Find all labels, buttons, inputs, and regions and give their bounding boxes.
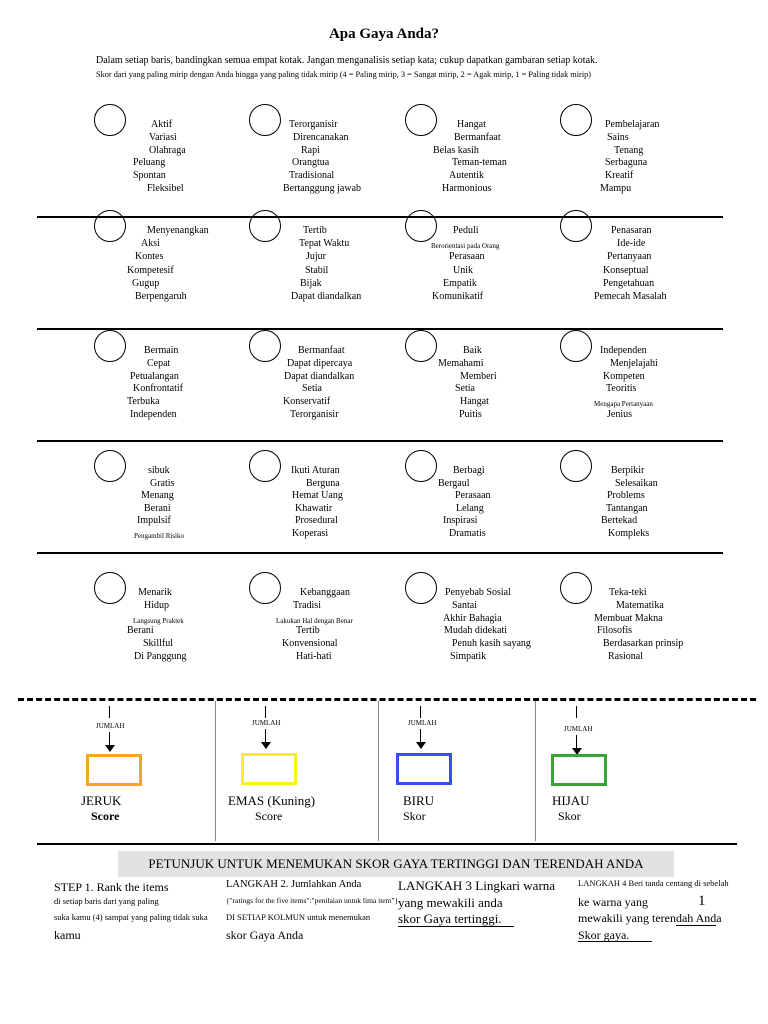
style-word: Bergaul <box>438 477 470 489</box>
style-word: Berbagi <box>453 465 485 476</box>
color-name: BIRU <box>403 793 435 808</box>
tick-mark <box>265 706 266 718</box>
style-word: Terbuka <box>127 396 160 408</box>
instruction-compare: Dalam setiap baris, bandingkan semua empat kotak. Jangan menganalisis setiap kata; cukup dapatkan gambaran setiap kotak. <box>96 55 598 66</box>
rank-circle[interactable] <box>405 572 437 604</box>
rank-circle[interactable] <box>94 450 126 482</box>
style-word: Penyebab Sosial <box>445 587 511 598</box>
column-divider <box>535 701 536 841</box>
style-word: Terorganisir <box>289 119 338 130</box>
score-box-orange[interactable] <box>86 754 142 786</box>
arrow-down-icon <box>576 735 577 749</box>
style-word: Konseptual <box>603 264 649 276</box>
style-word: Skillful <box>143 638 174 650</box>
style-word: Menjelajahi <box>610 357 658 369</box>
arrow-down-icon <box>105 745 115 752</box>
style-word: Kompeten <box>603 370 645 382</box>
score-label: Skor <box>558 809 581 823</box>
style-word: sibuk <box>148 465 170 476</box>
style-word: Hidup <box>144 599 169 611</box>
style-word: Tradisional <box>289 170 335 182</box>
style-word: Dapat diandalkan <box>291 291 362 302</box>
style-word: Peduli <box>453 225 479 236</box>
color-name: EMAS (Kuning) <box>228 793 316 808</box>
dashed-separator <box>18 698 756 701</box>
style-word: Membuat Makna <box>594 612 663 624</box>
arrow-down-icon <box>420 729 421 743</box>
style-word: Akhir Bahagia <box>443 612 502 624</box>
style-word: Orangtua <box>292 157 330 169</box>
style-word: Tradisi <box>293 599 321 611</box>
rank-circle[interactable] <box>560 210 592 242</box>
style-word: Konservatif <box>283 396 331 408</box>
style-word: Teoritis <box>606 383 637 395</box>
step1-text: di setiap baris dari yang paling <box>54 896 159 906</box>
rank-circle[interactable] <box>560 450 592 482</box>
style-word: Gugup <box>132 277 160 289</box>
section-divider <box>37 843 737 845</box>
style-word: Berpikir <box>611 465 645 476</box>
style-word: Aktif <box>151 119 173 130</box>
style-word: Ide-ide <box>617 238 646 250</box>
style-word: Tantangan <box>606 502 648 514</box>
style-word: Puitis <box>459 409 482 420</box>
step4-title: LANGKAH 4 Beri tanda centang di sebelah <box>578 878 729 888</box>
style-word: Konfrontatif <box>133 383 183 395</box>
style-word: Kreatif <box>605 170 634 182</box>
style-word: Impulsif <box>137 515 171 527</box>
step4-text: mewakili yang terendah Anda <box>578 911 722 925</box>
style-word: Empatik <box>443 277 477 289</box>
style-word: Independen <box>600 345 647 356</box>
score-label: Score <box>91 809 120 823</box>
rank-circle[interactable] <box>405 210 437 242</box>
step4-digit: 1 <box>698 893 706 909</box>
color-name: JERUK <box>81 793 122 808</box>
style-word: Kebanggaan <box>300 587 350 598</box>
style-word: Setia <box>302 383 322 395</box>
step4-text: Skor gaya. <box>578 928 630 942</box>
style-word: Pemecah Masalah <box>594 291 667 302</box>
jumlah-label: JUMLAH <box>96 722 125 730</box>
rank-circle[interactable] <box>94 572 126 604</box>
rank-circle[interactable] <box>249 330 281 362</box>
style-word: Belas kasih <box>433 144 479 156</box>
style-word: Jenius <box>607 409 632 420</box>
arrow-down-icon <box>109 732 110 746</box>
style-word: Tertib <box>296 625 320 637</box>
style-word: Inspirasi <box>443 515 478 527</box>
style-word: Di Panggung <box>134 651 187 662</box>
style-word: Rasional <box>608 651 643 662</box>
style-word: Langsung Praktek <box>133 616 184 625</box>
style-word: Dramatis <box>449 528 486 539</box>
style-word: Gratis <box>150 477 175 489</box>
style-word: Tertib <box>303 225 327 236</box>
step2-text: {"ratings for the five items":"penilaian untuk lima item"} <box>226 896 399 905</box>
rank-circle[interactable] <box>405 450 437 482</box>
style-word: Jujur <box>306 251 326 263</box>
jumlah-label: JUMLAH <box>408 719 437 727</box>
style-word: Lakukan Hal dengan Benar <box>276 616 353 625</box>
style-word: Aksi <box>141 238 160 250</box>
style-word: Bertanggung jawab <box>283 183 362 194</box>
jumlah-label: JUMLAH <box>252 719 281 727</box>
style-word: Mengapa Pertanyaan <box>594 400 653 409</box>
style-word: Menyenangkan <box>147 225 209 236</box>
style-word: Komunikatif <box>432 291 484 302</box>
instructions-banner: PETUNJUK UNTUK MENEMUKAN SKOR GAYA TERTINGGI DAN TERENDAH ANDA <box>118 851 674 877</box>
style-word: Setia <box>455 383 475 395</box>
score-label: Skor <box>403 809 426 823</box>
style-word: Harmonious <box>442 183 492 194</box>
rank-circle[interactable] <box>405 330 437 362</box>
style-word: Menarik <box>138 587 172 598</box>
jumlah-label: JUMLAH <box>564 725 593 733</box>
rank-circle[interactable] <box>94 330 126 362</box>
score-box-green[interactable] <box>551 754 607 786</box>
style-word: Hangat <box>457 119 486 130</box>
row-divider <box>37 216 723 218</box>
step3-text: skor Gaya tertinggi. <box>398 911 502 926</box>
style-word: Kompetesif <box>127 264 174 276</box>
style-word: Menang <box>141 490 174 502</box>
rank-circle[interactable] <box>94 104 126 136</box>
style-word: Hangat <box>460 396 489 408</box>
style-word: Simpatik <box>450 651 487 662</box>
style-word: Bermain <box>144 345 179 356</box>
style-word: Mudah didekati <box>444 625 508 637</box>
step2-text: DI SETIAP KOLMUN untuk menemukan <box>226 912 371 922</box>
style-word: Filosofis <box>597 625 633 637</box>
style-word: Penuh kasih sayang <box>452 638 531 650</box>
style-word: Kompleks <box>608 528 650 539</box>
style-word: Petualangan <box>130 370 179 382</box>
style-word: Mampu <box>600 183 632 194</box>
column-divider <box>378 701 379 841</box>
style-word: Selesaikan <box>615 477 658 489</box>
style-word: Baik <box>463 345 482 356</box>
style-word: Memberi <box>460 370 497 382</box>
style-word: Memahami <box>438 357 484 369</box>
rank-circle[interactable] <box>249 210 281 242</box>
style-word: Lelang <box>456 502 484 514</box>
style-word: Berguna <box>306 477 340 489</box>
row-divider <box>37 440 723 442</box>
style-word: Stabil <box>305 264 329 276</box>
rank-circle[interactable] <box>560 572 592 604</box>
style-word: Sains <box>607 131 629 143</box>
step3-text: yang mewakili anda <box>398 895 503 910</box>
style-word: Rapi <box>301 144 320 156</box>
color-name: HIJAU <box>552 793 590 808</box>
style-word: Autentik <box>449 170 484 182</box>
page-title: Apa Gaya Anda? <box>328 26 440 42</box>
style-word: Prosedural <box>295 515 338 527</box>
style-word: Direncanakan <box>293 131 349 143</box>
style-word: Berorientasi pada Orang <box>431 242 500 251</box>
style-word: Unik <box>453 264 473 276</box>
score-box-gold[interactable] <box>241 753 297 785</box>
style-word: Peluang <box>133 157 166 169</box>
step1-text: suka kamu (4) sampai yang paling tidak suka <box>54 912 208 922</box>
style-word: Pengetahuan <box>603 277 655 289</box>
instruction-scoring: Skor dari yang paling mirip dengan Anda hingga yang paling tidak mirip (4 = Paling mirip, 3 = Sangat mirip, 2 = Agak mirip, 1 = Paling tidak mirip) <box>96 70 592 79</box>
style-word: Perasaan <box>449 251 485 263</box>
step1-text: kamu <box>54 928 81 942</box>
style-word: Berdasarkan prinsip <box>603 638 684 650</box>
tick-mark <box>420 706 421 718</box>
style-word: Kontes <box>135 251 164 263</box>
style-word: Pertanyaan <box>607 251 652 263</box>
style-word: Teka-teki <box>609 587 647 598</box>
style-word: Penasaran <box>611 225 652 236</box>
underline <box>578 941 652 942</box>
style-word: Bijak <box>300 277 322 289</box>
step2-title: LANGKAH 2. Jumlahkan Anda <box>226 879 362 890</box>
style-word: Hati-hati <box>296 651 332 662</box>
score-label: Score <box>255 809 283 823</box>
rank-circle[interactable] <box>249 450 281 482</box>
style-word: Fleksibel <box>147 183 184 194</box>
style-word: Bermanfaat <box>298 345 345 356</box>
step2-text: skor Gaya Anda <box>226 928 304 942</box>
step4-text: ke warna yang <box>578 895 648 909</box>
rank-circle[interactable] <box>249 572 281 604</box>
style-word: Teman-teman <box>452 157 507 169</box>
style-word: Bermanfaat <box>454 131 501 143</box>
style-word: Pengambil Risiko <box>134 532 184 540</box>
step1-title: STEP 1. Rank the items <box>54 880 169 894</box>
style-word: Spontan <box>133 170 166 182</box>
row-divider <box>37 328 723 330</box>
style-word: Koperasi <box>292 528 329 539</box>
rank-circle[interactable] <box>560 104 592 136</box>
row-divider <box>37 552 723 554</box>
style-word: Pembelajaran <box>605 119 660 130</box>
rank-circle[interactable] <box>405 104 437 136</box>
style-word: Olahraga <box>149 144 186 156</box>
style-word: Tenang <box>614 144 644 156</box>
style-word: Dapat dipercaya <box>287 357 353 369</box>
style-word: Problems <box>607 490 645 502</box>
style-word: Perasaan <box>455 490 491 502</box>
style-word: Khawatir <box>295 502 333 514</box>
style-word: Bertekad <box>601 515 638 527</box>
rank-circle[interactable] <box>94 210 126 242</box>
rank-circle[interactable] <box>560 330 592 362</box>
arrow-down-icon <box>265 729 266 743</box>
style-word: Dapat diandalkan <box>284 370 355 382</box>
rank-circle[interactable] <box>249 104 281 136</box>
tick-mark <box>109 706 110 718</box>
style-word: Cepat <box>147 357 171 369</box>
style-word: Terorganisir <box>290 409 339 420</box>
style-word: Hemat Uang <box>292 490 343 502</box>
style-word: Ikuti Aturan <box>291 465 340 476</box>
score-box-blue[interactable] <box>396 753 452 785</box>
column-divider <box>215 701 216 841</box>
style-word: Berani <box>144 502 171 514</box>
tick-mark <box>576 706 577 718</box>
style-word: Serbaguna <box>605 157 648 169</box>
underline <box>398 926 514 927</box>
style-word: Tepat Waktu <box>299 238 350 250</box>
style-word: Konvensional <box>282 638 338 650</box>
style-word: Independen <box>130 409 177 420</box>
arrow-down-icon <box>261 742 271 749</box>
style-word: Variasi <box>149 131 177 143</box>
style-word: Santai <box>452 599 477 611</box>
arrow-down-icon <box>416 742 426 749</box>
style-word: Berani <box>127 625 154 637</box>
style-word: Berpengaruh <box>135 291 187 302</box>
step3-title: LANGKAH 3 Lingkari warna <box>398 878 556 893</box>
style-word: Matematika <box>616 599 664 611</box>
